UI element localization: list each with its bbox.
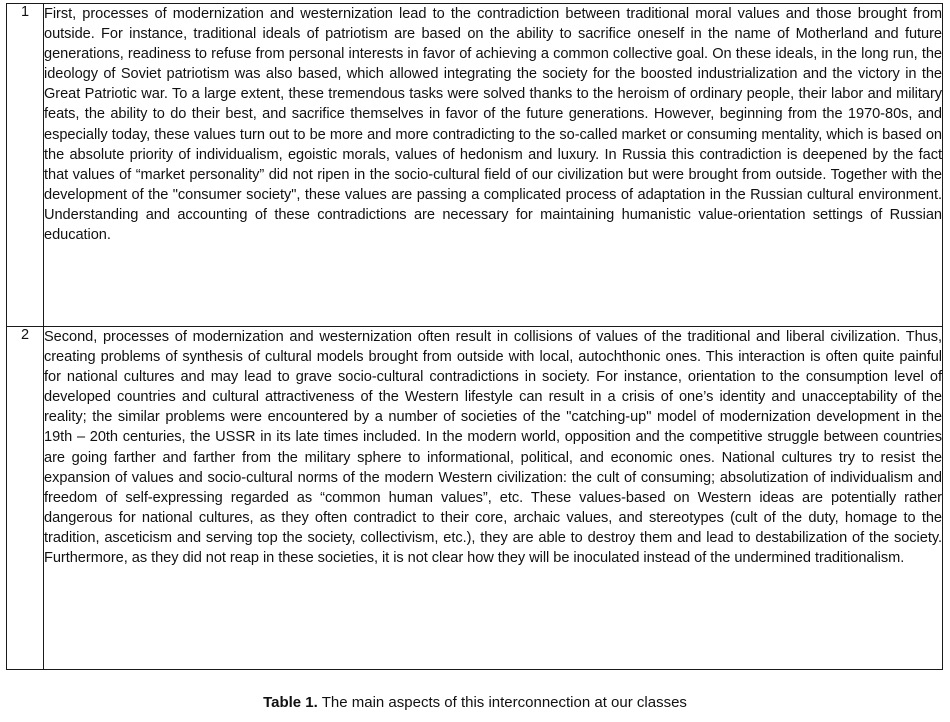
table-row: [7, 4, 943, 327]
row-text-cell: [44, 327, 943, 670]
caption-text: The main aspects of this interconnection at our classes: [317, 694, 687, 711]
row-text-cell: [44, 4, 943, 327]
row-number: 1: [7, 4, 44, 327]
aspects-table: [6, 3, 943, 670]
table-caption: [0, 693, 950, 713]
aspects-table-container: [6, 3, 943, 670]
row-number: 2: [7, 327, 44, 670]
row-text: First, processes of modernization and westernization lead to the contradiction between traditional moral values and those brought from outside. For instance, traditional ideals of patriotism are based on the ability to sacrifice oneself in the name of Motherland and future generations, readiness to refuse from personal interests in favor of achieving a common collective goal. On these ideals, in the long run, the ideology of Soviet patriotism was also based, which allowed integrating the society for the boosted industrialization and the victory in the Great Patriotic war. To a large extent, these tremendous tasks were solved thanks to the heroism of ordinary people, their labor and military feats, the ability to do their best, and sacrifice themselves in favor of the future generations. However, beginning from the 1970-80s, and especially today, these values turn out to be more and more contradicting to the so-called market or consuming mentality, which is based on the absolute priority of individualism, egoistic morals, values of hedonism and luxury. In Russia this contradiction is deepened by the fact that values of “market personality” did not ripen in the socio-cultural field of our civilization but were brought from outside. Together with the development of the "consumer society", these values are passing a complicated process of adaptation in the Russian cultural environment. Understanding and accounting of these contradictions are necessary for maintaining humanistic value-orientation settings of Russian education.: [44, 6, 942, 244]
table-row: [7, 327, 943, 670]
row-text: Second, processes of modernization and westernization often result in collisions of values of the traditional and liberal civilization. Thus, creating problems of synthesis of cultural models brought from outside with local, autochthonic ones. This interaction is often quite painful for national cultures and may lead to grave socio-cultural contradictions in society. For instance, orientation to the consumption level of developed countries and cultural attractiveness of the Western lifestyle can result in a crisis of one’s identity and unacceptability of the reality; the similar problems were encountered by a number of societies of the "catching-up" model of modernization development in the 19th – 20th centuries, the USSR in its late times included. In the modern world, opposition and the competitive struggle between countries are going farther and farther from the military sphere to informational, political, and economic ones. National cultures try to resist the expansion of values and socio-cultural norms of the modern Western civilization: the cult of consuming; absolutization of individualism and freedom of self-expressing regarded as “common human values”, etc. These values-based on Western ideas are potentially rather dangerous for national cultures, as they often contradict to their core, archaic values, and stereotypes (cult of the duty, homage to the tradition, asceticism and serving top the society, collectivism, etc.), they are able to destroy them and lead to destabilization of the society. Furthermore, as they did not reap in these societies, it is not clear how they will be inoculated instead of the undermined traditionalism.: [44, 329, 942, 567]
caption-label: Table 1.: [263, 694, 318, 711]
